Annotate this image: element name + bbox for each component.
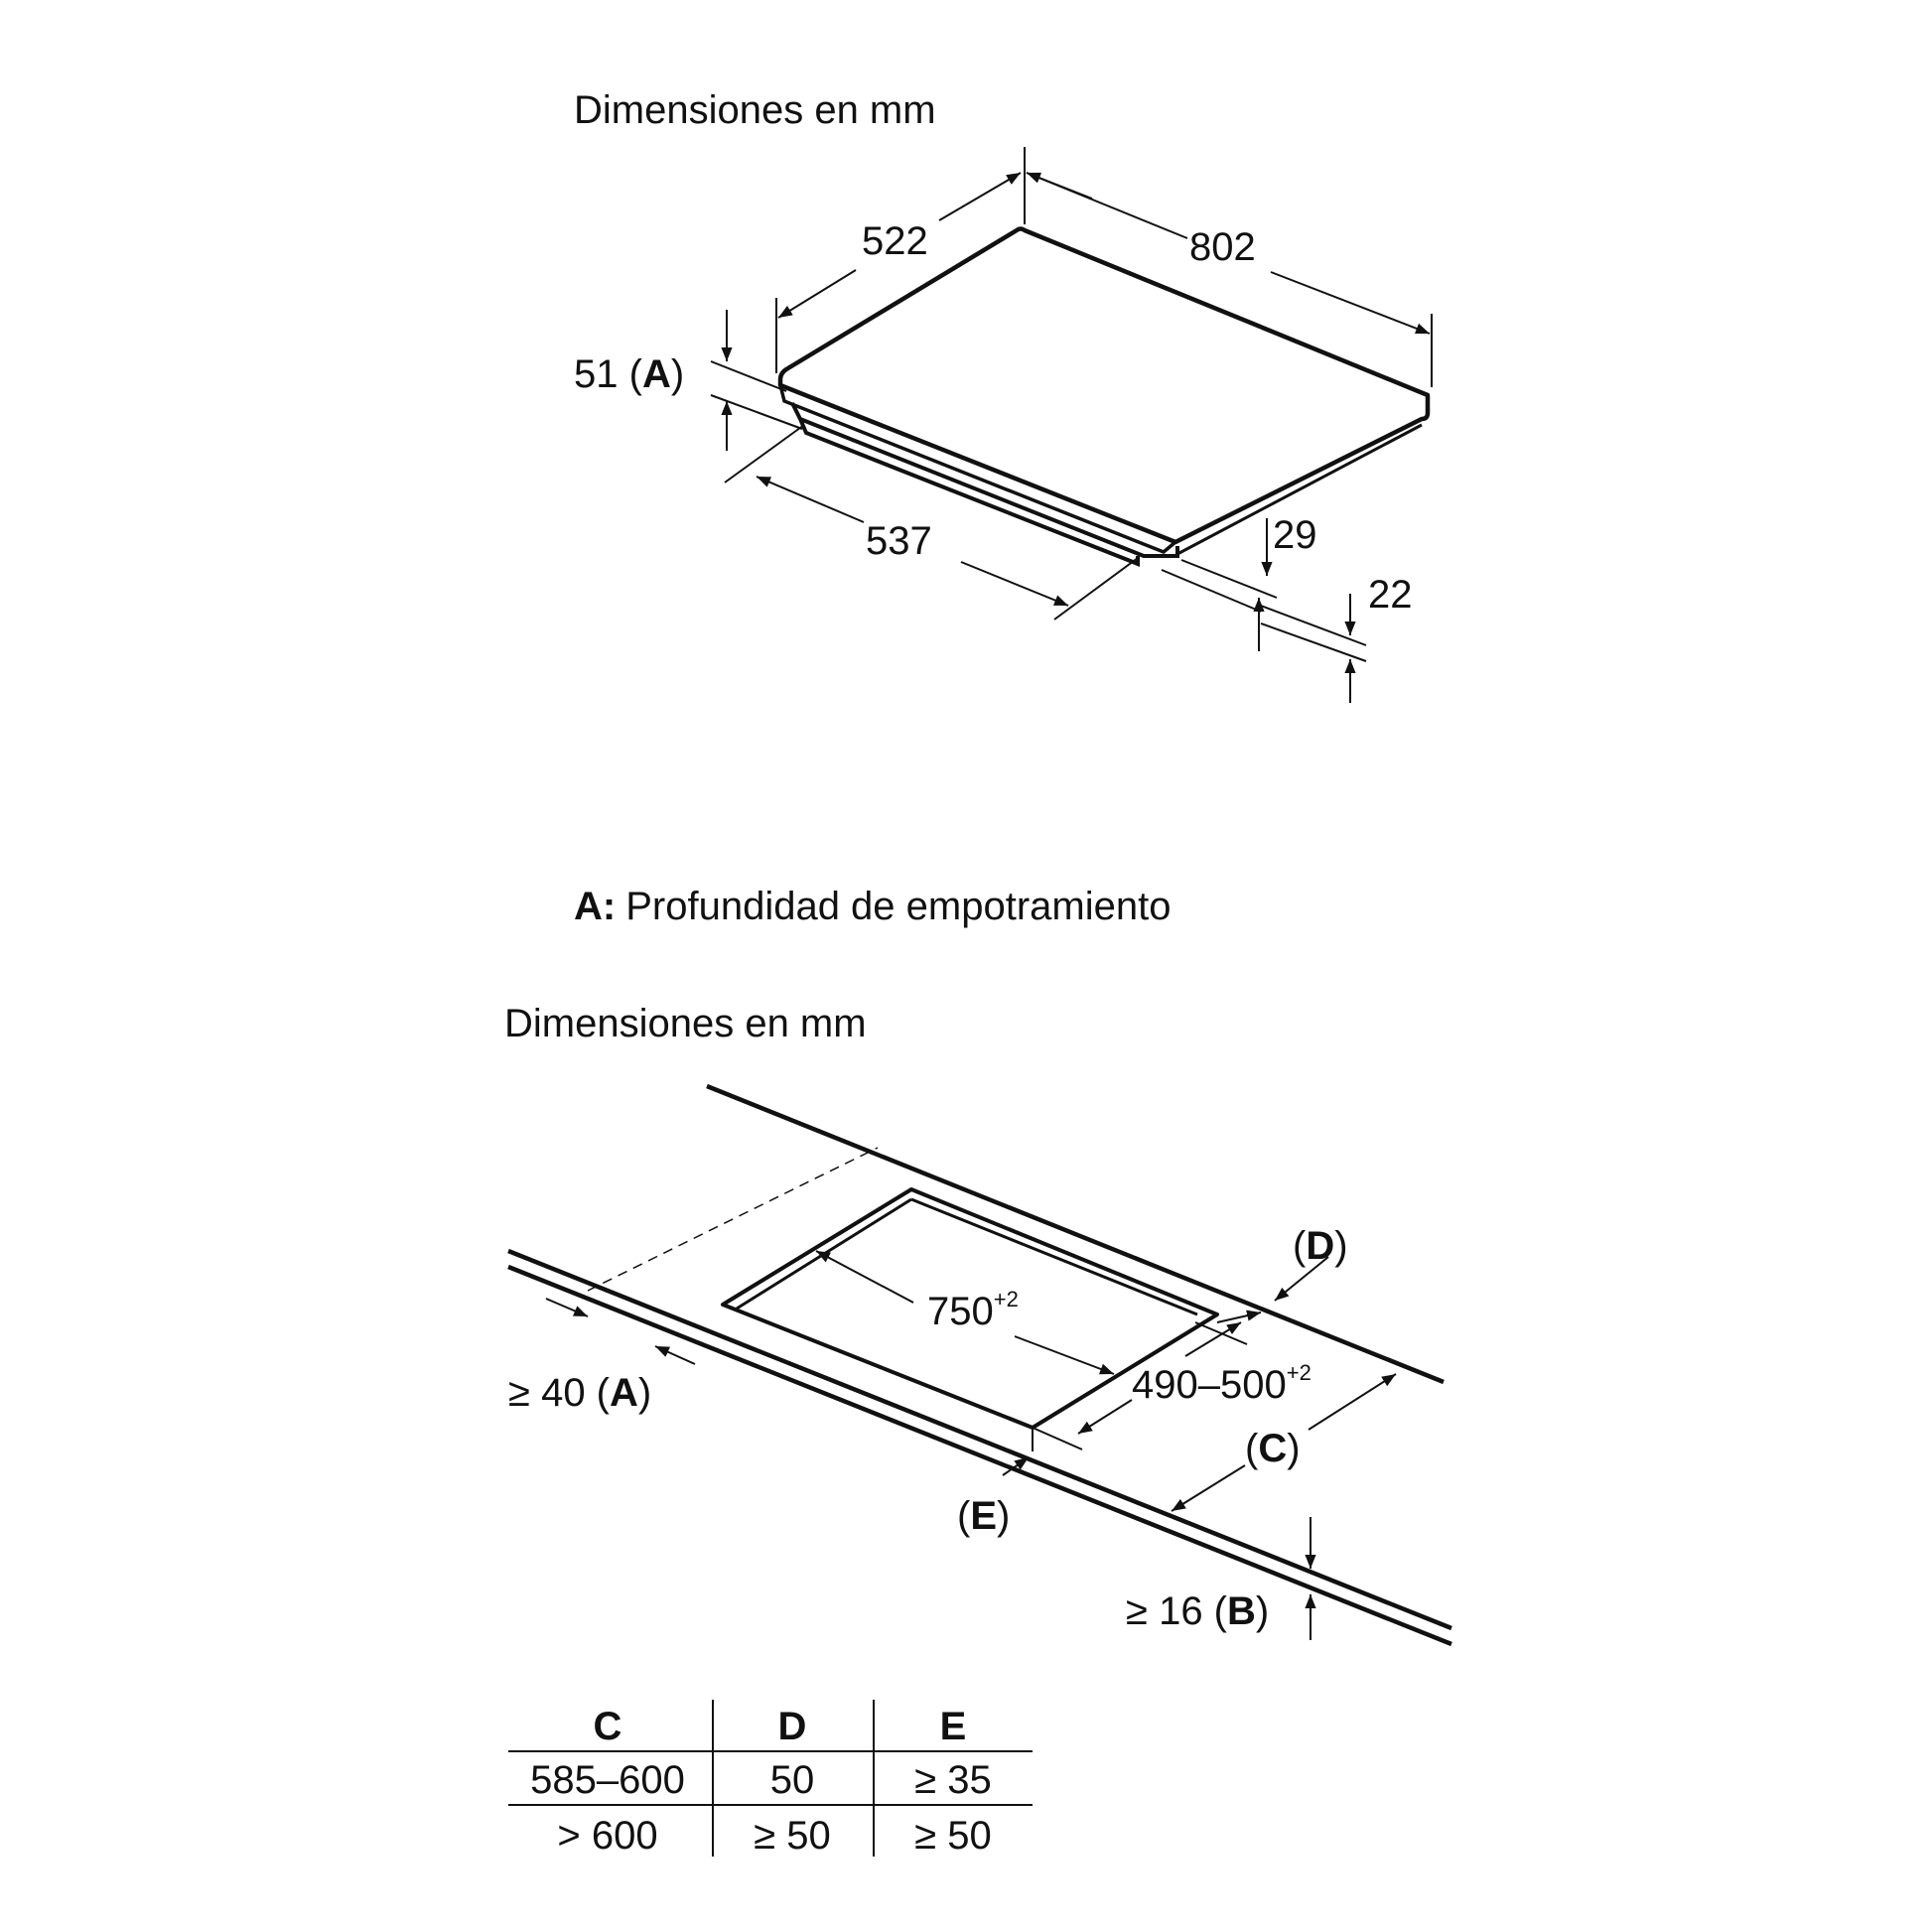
table-cell: 50 <box>769 1758 815 1802</box>
table-cell: ≥ 50 <box>754 1814 831 1858</box>
table-cell: 585–600 <box>530 1758 685 1802</box>
dim-D <box>1217 1224 1348 1322</box>
dim-22 <box>1261 573 1413 703</box>
legend-key: A: <box>574 885 617 928</box>
dim-A-bottom-label: ≥ 40 (A) <box>508 1371 652 1415</box>
dim-E-label: (E) <box>957 1494 1011 1538</box>
dim-490-label: $490-500^{+2}$ <box>1132 1360 1311 1407</box>
dim-750 <box>816 1251 1114 1374</box>
clearance-table <box>508 1700 1033 1858</box>
table-cell: ≥ 50 <box>914 1814 992 1858</box>
cooktop-drawing <box>780 229 1428 565</box>
legend <box>574 885 1171 928</box>
dim-B-label: ≥ 16 (B) <box>1126 1589 1270 1633</box>
bottom-heading: Dimensiones en mm <box>504 1002 867 1045</box>
dim-51 <box>574 310 802 451</box>
dim-22-label: 22 <box>1368 573 1413 617</box>
dim-802-label: 802 <box>1189 225 1256 269</box>
legend-text: Profundidad de empotramiento <box>625 885 1172 928</box>
dim-C-label: (C) <box>1245 1427 1301 1470</box>
dim-750-label: $750^{+2}$ <box>927 1287 1019 1333</box>
dim-537-label: 537 <box>866 519 932 563</box>
table-cell: > 600 <box>557 1814 658 1858</box>
dim-802 <box>1025 147 1432 387</box>
table-header-c: C <box>593 1705 622 1748</box>
dim-537 <box>725 425 1138 620</box>
hidden-edge <box>588 1148 878 1291</box>
dim-522 <box>776 173 1021 373</box>
dim-29 <box>1162 513 1317 651</box>
top-heading: Dimensiones en mm <box>574 88 936 132</box>
dim-29-label: 29 <box>1273 513 1317 557</box>
table-header-d: D <box>777 1705 807 1748</box>
table-header-e: E <box>939 1705 967 1748</box>
dim-51-label: 51 (A) <box>574 352 685 396</box>
table-cell: ≥ 35 <box>914 1758 992 1802</box>
dim-522-label: 522 <box>862 219 928 263</box>
cooktop-top-surface <box>780 229 1428 543</box>
dim-D-label: (D) <box>1293 1224 1348 1268</box>
